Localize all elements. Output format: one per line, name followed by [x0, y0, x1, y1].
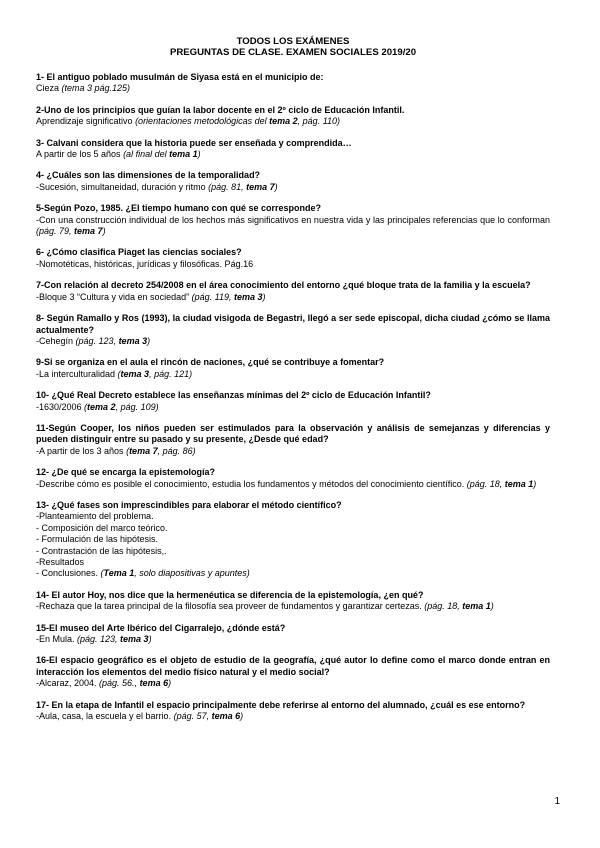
answer-line: -Resultados — [36, 557, 85, 567]
question-text: 3- Calvani considera que la historia puede ser enseñada y comprendida… — [36, 137, 352, 148]
answer-text — [36, 479, 550, 490]
reference-tema: tema 3 — [118, 335, 148, 346]
answer-body: -Cehegín — [36, 335, 76, 346]
question-text: 5-Según Pozo, 1985. ¿El tiempo humano con qué se corresponde? — [36, 203, 322, 214]
reference-tema: tema 7 — [74, 226, 103, 237]
reference-suffix: ) — [147, 335, 151, 346]
question-item — [36, 590, 550, 613]
answer-line: - Contrastación de las hipótesis,. — [36, 545, 167, 556]
reference — [84, 402, 159, 412]
question-text: 14- El autor Hoy, nos dice que la hermenéutica se diferencia de la epistemología, ¿en qué? — [36, 589, 424, 600]
reference-prefix: (pág. 56., — [99, 678, 140, 689]
question-text: 17- En la etapa de Infantil el espacio principalmente debe referirse al entorno del alumnado, ¿cuál es ese entorno? — [36, 699, 526, 710]
reference-prefix: (al final del — [123, 149, 170, 160]
question-text: 16-El espacio geográfico es el objeto de estudio de la geografía, ¿qué autor lo define como el marco donde entran en interacción los elementos del medio físico natural y el medio social? — [36, 655, 550, 677]
answer-text — [36, 634, 550, 645]
answer-text — [36, 678, 550, 689]
answer-text — [36, 336, 550, 347]
question-item — [36, 105, 550, 128]
answer-text — [36, 215, 550, 238]
answer-body: -1630/2006 — [36, 401, 85, 412]
question-item — [36, 655, 550, 689]
answer-body: -En Mula. — [36, 634, 78, 645]
answer-text — [36, 402, 550, 413]
reference-tema: tema 1 — [504, 478, 534, 489]
question-item — [36, 313, 550, 347]
reference — [192, 292, 266, 302]
reference-tema: tema 2 — [87, 401, 116, 412]
question-text: 4- ¿Cuáles son las dimensiones de la temporalidad? — [36, 170, 261, 181]
answer-text — [36, 568, 550, 579]
reference — [126, 446, 196, 456]
reference-tema: tema 3 — [120, 368, 150, 379]
answer-text — [36, 711, 550, 722]
reference-prefix: (pág. 57, — [173, 711, 212, 722]
question-text: 10- ¿Qué Real Decreto establece las enseñanzas mínimas del 2º ciclo de Educación Infantil? — [36, 390, 431, 401]
question-text: 8- Según Ramallo y Ros (1993), la ciudad visigoda de Begastri, llegó a ser sede episcopal, dicha ciudad ¿cómo se llama actualmente? — [36, 313, 550, 335]
reference-suffix: ) — [490, 601, 494, 612]
reference-prefix: (tema 3 pág.125) — [61, 83, 131, 94]
answer-body: Cieza — [36, 83, 62, 94]
answer-line: - Formulación de las hipótesis. — [36, 534, 159, 545]
question-item — [36, 72, 550, 95]
question-list — [36, 72, 550, 722]
question-text: 15-El museo del Arte Ibérico del Cigarralejo, ¿dónde está? — [36, 622, 286, 633]
page-number: 1 — [554, 796, 560, 807]
question-item — [36, 280, 550, 303]
document-title: TODOS LOS EXÁMENES — [236, 36, 350, 47]
answer-text — [36, 369, 550, 380]
reference-suffix: ) — [240, 711, 244, 722]
reference — [135, 116, 340, 126]
reference — [118, 369, 193, 379]
question-item — [36, 390, 550, 413]
reference-tema: tema 6 — [211, 711, 241, 722]
reference-prefix: (pág. 18, — [466, 478, 505, 489]
reference-tema: tema 1 — [169, 149, 198, 160]
question-item — [36, 467, 550, 490]
answer-body: -Sucesión, simultaneidad, duración y ritmo — [36, 181, 209, 192]
reference — [99, 678, 171, 688]
question-text: 7-Con relación al decreto 254/2008 en el área conocimiento del entorno ¿qué bloque trata de la familia y la escuela? — [36, 280, 531, 291]
question-text: 11-Según Cooper, los niños pueden ser estimulados para la observación y análisis de semejanzas y diferencias y pueden distinguir entre su pasado y su presente, ¿Desde qué edad? — [36, 422, 550, 445]
reference-tema: tema 2 — [269, 116, 298, 127]
question-text: 2-Uno de los principios que guían la labor docente en el 2º ciclo de Educación Infantil. — [36, 104, 405, 115]
question-item — [36, 138, 550, 161]
document-page — [36, 36, 550, 722]
question-item — [36, 500, 550, 580]
reference-prefix: ( — [117, 368, 121, 379]
reference-suffix: ) — [262, 291, 266, 302]
answer-body: -A partir de los 3 años — [36, 445, 127, 456]
answer-text — [36, 83, 550, 94]
question-text: 13- ¿Qué fases son imprescindibles para elaborar el método científico? — [36, 499, 342, 510]
reference-prefix: ( — [126, 445, 130, 456]
reference-prefix: (pág. 81, — [208, 181, 247, 192]
reference-suffix: , pág. 110) — [297, 116, 341, 127]
question-item — [36, 203, 550, 237]
reference-suffix: , pág. 121) — [149, 368, 193, 379]
answer-text — [36, 116, 550, 127]
question-item — [36, 247, 550, 270]
reference-prefix: (pág. 79, — [36, 226, 75, 237]
question-item — [36, 623, 550, 646]
answer-text — [36, 182, 550, 193]
reference-prefix: ( — [84, 401, 88, 412]
question-item — [36, 700, 550, 723]
answer-line: -Planteamiento del problema. — [36, 511, 154, 522]
reference — [424, 601, 494, 611]
answer-body: Aprendizaje significativo — [36, 116, 136, 127]
reference — [467, 479, 537, 489]
reference — [174, 711, 244, 721]
reference-prefix: (pág. 123, — [77, 634, 121, 645]
question-text: 9-Si se organiza en el aula el rincón de naciones, ¿qué se contribuye a fomentar? — [36, 357, 385, 368]
reference-tema: tema 7 — [129, 445, 158, 456]
reference-suffix: ) — [533, 478, 537, 489]
reference-tema: tema 3 — [120, 634, 149, 645]
reference-suffix: ) — [197, 149, 201, 160]
answer-line: - Composición del marco teórico. — [36, 522, 168, 533]
question-text: 1- El antiguo poblado musulmán de Siyasa está en el municipio de: — [36, 72, 324, 82]
reference-prefix: (orientaciones metodológicas del — [135, 116, 270, 127]
reference-prefix: (pág. 123, — [75, 335, 119, 346]
answer-body: -Alcaraz, 2004. — [36, 678, 100, 689]
reference-prefix: (pág. 18, — [424, 601, 463, 612]
answer-text — [36, 601, 550, 612]
answer-body: - Conclusiones. — [36, 568, 101, 579]
document-subtitle: PREGUNTAS DE CLASE. EXAMEN SOCIALES 2019/20 — [169, 47, 417, 58]
reference-tema: tema 7 — [246, 181, 275, 192]
answer-body: A partir de los 5 años — [36, 149, 124, 160]
reference-tema: Tema 1 — [103, 568, 135, 579]
answer-text — [36, 149, 550, 160]
reference-suffix: ) — [274, 181, 278, 192]
answer-text — [36, 292, 550, 303]
answer-body: -Rechaza que la tarea principal de la filosofía sea proveer de fundamentos y garantizar certezas. — [36, 601, 425, 612]
reference — [76, 336, 151, 346]
reference-suffix: ) — [102, 226, 106, 237]
answer-body: -La interculturalidad — [36, 368, 118, 379]
reference-suffix: , pág. 86) — [157, 445, 196, 456]
answer-body: -Bloque 3 “Cultura y vida en sociedad” — [36, 291, 192, 302]
reference — [62, 83, 131, 93]
reference-suffix: , pág. 109) — [115, 401, 159, 412]
reference-prefix: (pág. 119, — [191, 291, 234, 302]
reference — [208, 182, 278, 192]
reference-suffix: ) — [148, 634, 152, 645]
reference-tema: tema 1 — [462, 601, 491, 612]
answer-body: -Aula, casa, la escuela y el barrio. — [36, 711, 174, 722]
question-text: 6- ¿Cómo clasifica Piaget las ciencias sociales? — [36, 247, 242, 258]
answer-text — [36, 446, 550, 457]
reference-tema: tema 6 — [139, 678, 169, 689]
reference — [77, 634, 152, 644]
question-item — [36, 170, 550, 193]
reference-prefix: ( — [100, 568, 104, 579]
question-text: 12- ¿De qué se encarga la epistemología? — [36, 467, 216, 478]
answer-text — [36, 259, 550, 270]
reference-suffix: ) — [168, 678, 172, 689]
reference-suffix: , solo diapositivas y apuntes) — [134, 568, 250, 579]
question-item — [36, 357, 550, 380]
answer-body: -Nomotéticas, históricas, jurídicas y filosóficas. Pág.16 — [36, 258, 254, 269]
answer-body: -Describe cómo es posible el conocimiento, estudia los fundamentos y métodos del conocimiento científico. — [36, 478, 467, 489]
reference-tema: tema 3 — [233, 291, 263, 302]
answer-body: -Con una construcción individual de los hechos más significativos en nuestra vida y las principales referencias que lo conforman — [36, 214, 550, 225]
reference — [101, 568, 250, 578]
reference — [36, 226, 106, 236]
question-item — [36, 423, 550, 457]
reference — [123, 149, 201, 159]
